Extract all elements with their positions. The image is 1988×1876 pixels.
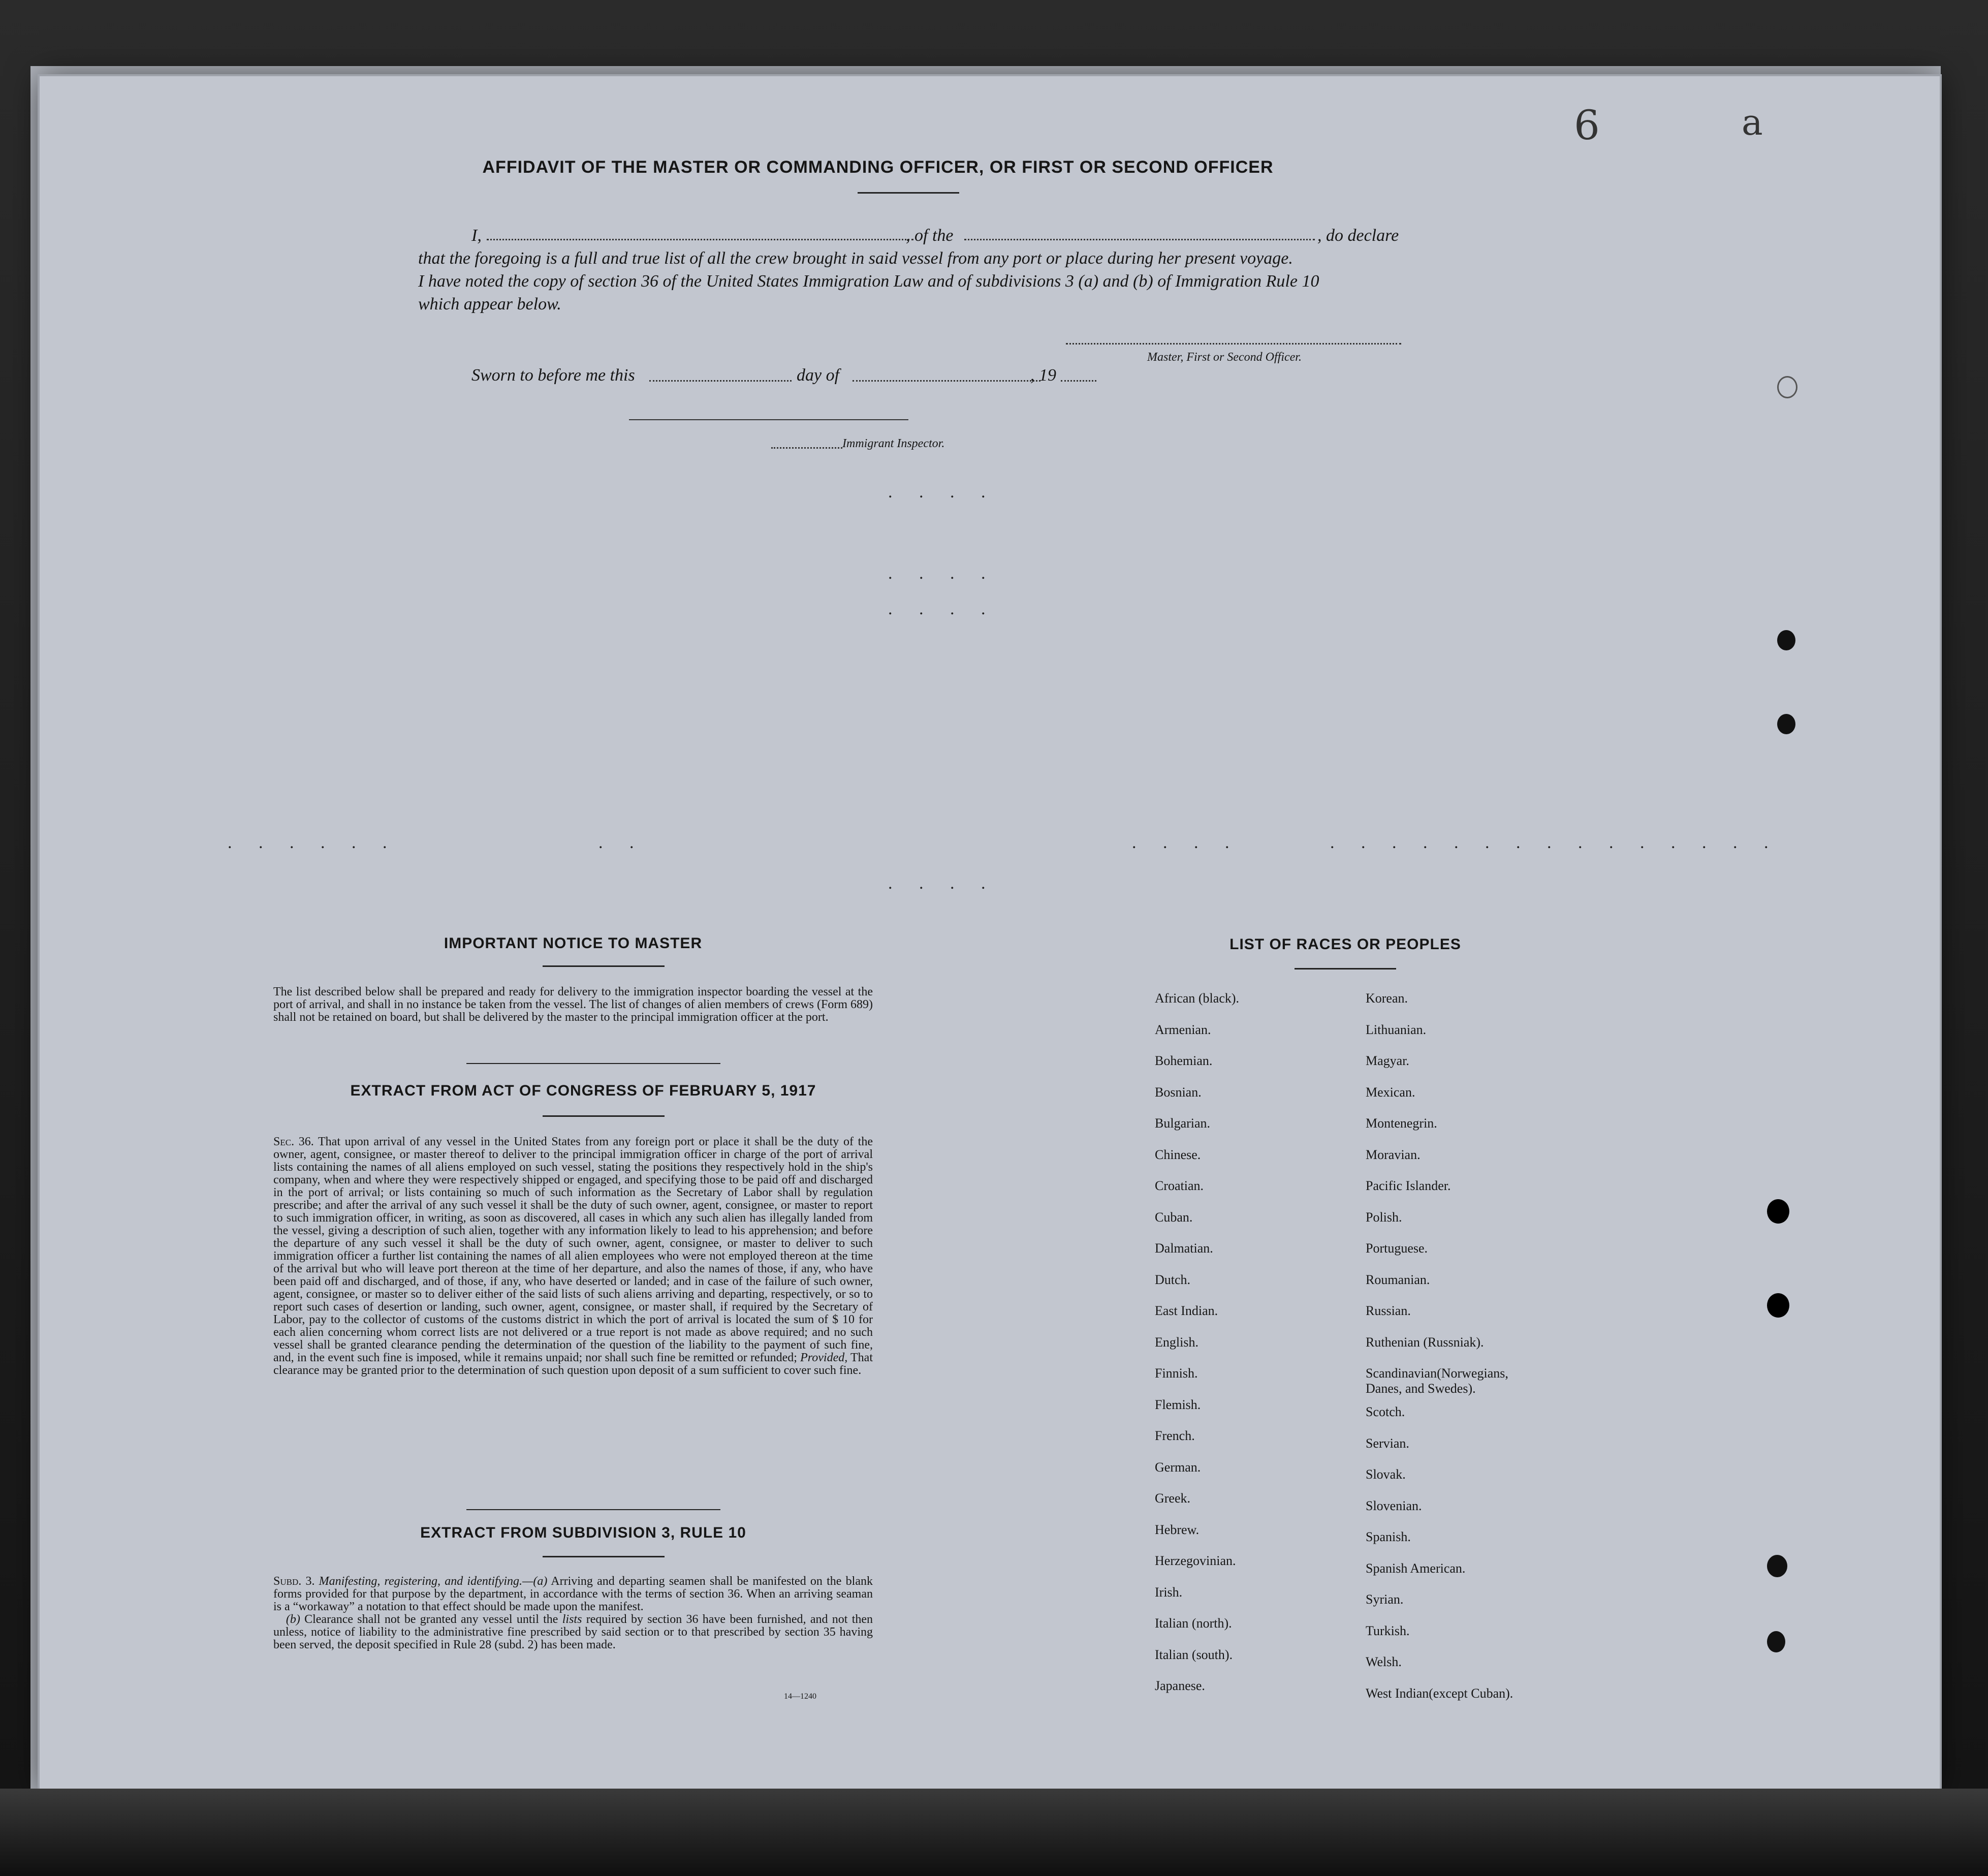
race-item-right: Polish. [1366,1209,1402,1225]
race-item-right: West Indian(except Cuban). [1366,1685,1513,1701]
race-item-right: Spanish. [1366,1529,1411,1544]
race-item-right: Portuguese. [1366,1241,1428,1256]
inspector-signature-line[interactable] [629,419,908,420]
race-item-right: Lithuanian. [1366,1022,1427,1037]
notice-bottom-rule [466,1063,720,1064]
race-item-left: Herzegovinian. [1155,1553,1236,1568]
race-item-right: Magyar. [1366,1053,1409,1068]
faint-dots-1: . . . . [888,483,997,502]
subd-label: Subd. 3. [273,1575,315,1588]
race-item-right: Ruthenian (Russniak). [1366,1334,1484,1350]
race-item-left: African (black). [1155,991,1240,1006]
inspector-label: Immigrant Inspector. [842,437,945,450]
act-extract-title: EXTRACT FROM ACT OF CONGRESS OF FEBRUARY 5, 1917 [350,1082,816,1099]
race-item-left: Dutch. [1155,1272,1191,1287]
race-item-left: Flemish. [1155,1397,1201,1412]
race-item-right: Syrian. [1366,1592,1404,1607]
race-item-right: Russian. [1366,1303,1411,1318]
race-item-left: Armenian. [1155,1022,1211,1037]
sworn-year: , 19 [1030,366,1056,385]
race-item-right: Korean. [1366,991,1408,1006]
faint-dots-7: . . . . . . . . . . . . . . . [1330,833,1780,852]
race-item-left: Hebrew. [1155,1522,1200,1537]
subd-a-text: Arriving and departing seamen shall be manifested on the blank forms provided for that purpose by the department, in accordance with the terms of section 36. When an arriving seaman is a “workaway” a notation to that effect should be made upon the manifest. [273,1575,873,1613]
race-item-left: Irish. [1155,1584,1183,1600]
affidavit-title: AFFIDAVIT OF THE MASTER OR COMMANDING OFFICER, OR FIRST OR SECOND OFFICER [482,158,1274,177]
race-item-left: Japanese. [1155,1678,1205,1693]
race-item-left: Bosnian. [1155,1084,1202,1100]
race-item-right: Pacific Islander. [1366,1178,1451,1193]
affidavit-line-4: which appear below. [418,295,561,314]
section-36-body: That upon arrival of any vessel in the United States from any foreign port or place it shall be the duty of the owner, agent, consignee, or master thereof to deliver to the principal immigration officer in charge of the port of arrival lists containing the names of all aliens employed on such vessel, stating the positions they respectively hold in the ship's company, when and where they were respectively shipped or engaged, and specifying those to be paid off and discharged in the port of arrival; or lists containing so much of such information as the Secretary of Labor shall by regulation prescribe; and after the arrival of any such vessel it shall be the duty of such owner, agent, consignee, or master to report to such immigration officer, in writing, as soon as discovered, all cases in which any such alien has illegally landed from the vessel, giving a description of such alien, together with any information likely to lead to his apprehension; and before the departure of any such vessel it shall be the duty of such owner, agent, consignee, or master to deliver to such immigration officer a further list containing the names of all alien employees who were not employed thereon at the time of the arrival but who will leave port thereon at the time of her departure, and also the names of those, if any, who have been paid off and discharged, and of those, if any, who have deserted or landed; and in case of the failure of such owner, agent, consignee, or master so to deliver either of the said lists of such aliens arriving and departing, respectively, or so to report such cases of desertion or landing, such owner, agent, consignee, or master shall, if required by the Secretary of Labor, pay to the collector of customs of the customs district in which the port of arrival is located the sum of $ 10 for each alien concerning whom correct lists are not delivered or a true report is not made as above required; and no such vessel shall be granted clearance pending the determination of the question of the liability to the payment of such fine, and, in the event such fine is imposed, while it remains unpaid; nor shall such fine be remitted or refunded; [273,1135,873,1364]
sworn-year-line[interactable] [1061,380,1096,382]
subd-heading: Manifesting, registering, and identifying.—(a) [319,1575,548,1588]
race-item-left: Croatian. [1155,1178,1204,1193]
sworn-day-of: day of [797,366,840,385]
race-item-left: German. [1155,1459,1201,1475]
document-page [40,76,1940,1794]
race-item-right: Moravian. [1366,1147,1421,1162]
affidavit-i: I, [471,226,482,245]
affidavit-of-the: , of the [906,226,954,245]
act-extract-title-rule [543,1115,665,1117]
subd-b-text-1: Clearance shall not be granted any vessel until the [304,1613,558,1626]
master-signature-line[interactable] [1066,343,1401,345]
race-item-left: East Indian. [1155,1303,1218,1318]
race-item-left: Italian (north). [1155,1616,1232,1631]
race-item-right: Slovenian. [1366,1498,1422,1513]
rule-extract-title-rule [543,1556,665,1557]
race-item-right: Mexican. [1366,1084,1415,1100]
sworn-day-line[interactable] [649,380,792,382]
form-number: 14—1240 [784,1692,816,1701]
affidavit-title-rule [858,192,959,194]
master-signature-label: Master, First or Second Officer. [1147,351,1302,364]
race-item-left: Chinese. [1155,1147,1201,1162]
sworn-prefix: Sworn to before me this [471,366,635,385]
lists-word: lists [562,1613,582,1626]
race-item-right: Slovak. [1366,1467,1406,1482]
race-item-right: Turkish. [1366,1623,1410,1638]
corner-mark: a [1742,102,1763,143]
race-item-right: Welsh. [1366,1654,1402,1669]
act-extract-text [273,1136,873,1377]
races-title-rule [1295,968,1396,970]
act-extract-bottom-rule [466,1509,720,1510]
page-number-mark: 6 [1574,102,1600,149]
faint-dots-6: . . . . [1132,833,1241,852]
races-title: LIST OF RACES OR PEOPLES [1229,936,1461,953]
race-item-left: Finnish. [1155,1366,1198,1381]
subd-b-label: (b) [286,1613,300,1626]
race-item-left: English. [1155,1334,1198,1350]
section-36-label: Sec. 36. [273,1135,314,1148]
affidavit-line-3: I have noted the copy of section 36 of the United States Immigration Law and of subdivisions 3 (a) and (b) of Immigration Rule 10 [418,272,1319,291]
race-item-left: Dalmatian. [1155,1241,1213,1256]
notice-title-rule [543,965,665,967]
provided-body: That clearance may be granted prior to the determination of such question upon deposit of a sum sufficient to cover such fine. [273,1351,873,1377]
affidavit-declare: , do declare [1317,226,1399,245]
race-item-right: Scotch. [1366,1404,1405,1419]
race-item-left: Italian (south). [1155,1647,1233,1662]
faint-dots-5: . . [598,833,645,852]
inspector-leader-line [771,447,842,449]
faint-dots-3: . . . . [888,600,997,618]
notice-title: IMPORTANT NOTICE TO MASTER [444,935,703,952]
faint-dots-8: . . . . [888,874,997,893]
race-item-left: Bulgarian. [1155,1116,1211,1131]
binder-hole [1767,1199,1789,1224]
race-item-left: French. [1155,1428,1195,1443]
race-item-left: Cuban. [1155,1209,1193,1225]
binder-hole [1767,1555,1787,1577]
vessel-field-line[interactable] [964,239,1315,240]
binder-hole-outline [1777,376,1797,398]
faint-dots-2: . . . . [888,564,997,583]
notice-text: The list described below shall be prepared and ready for delivery to the immigration inspector boarding the vessel at the port of arrival, and shall in no instance be taken from the vessel. The list of changes of alien members of crews (Form 689) shall not be retained on board, but shall be delivered by the master to the principal immigration officer at the port. [273,985,873,1024]
scan-bottom-edge [0,1789,1988,1876]
rule-extract-text [273,1575,873,1651]
faint-dots-4: . . . . . . [228,833,398,852]
race-item-right: Roumanian. [1366,1272,1430,1287]
name-field-line[interactable] [487,239,913,240]
binder-hole [1777,630,1795,650]
race-item-right: Scandinavian(Norwegians, Danes, and Swedes). [1366,1366,1508,1396]
race-item-left: Bohemian. [1155,1053,1213,1068]
subd-b-text-2: required by section 36 have been furnished, and not then unless, notice of liability to the administrative fine prescribed by said section or to that prescribed by section 35 having been served, the deposit specified in Rule 28 (subd. 2) has been made. [273,1613,873,1651]
binder-hole [1777,714,1795,734]
affidavit-line-2: that the foregoing is a full and true list of all the crew brought in said vessel from any port or place during her present voyage. [418,249,1293,268]
race-item-right: Montenegrin. [1366,1116,1437,1131]
provided-label: Provided, [800,1351,848,1364]
race-item-left: Greek. [1155,1491,1191,1506]
race-item-right: Servian. [1366,1435,1409,1451]
rule-extract-title: EXTRACT FROM SUBDIVISION 3, RULE 10 [420,1524,746,1541]
sworn-month-line[interactable] [853,380,1040,382]
binder-hole [1767,1631,1785,1652]
race-item-right: Spanish American. [1366,1560,1466,1576]
binder-hole [1767,1293,1789,1318]
